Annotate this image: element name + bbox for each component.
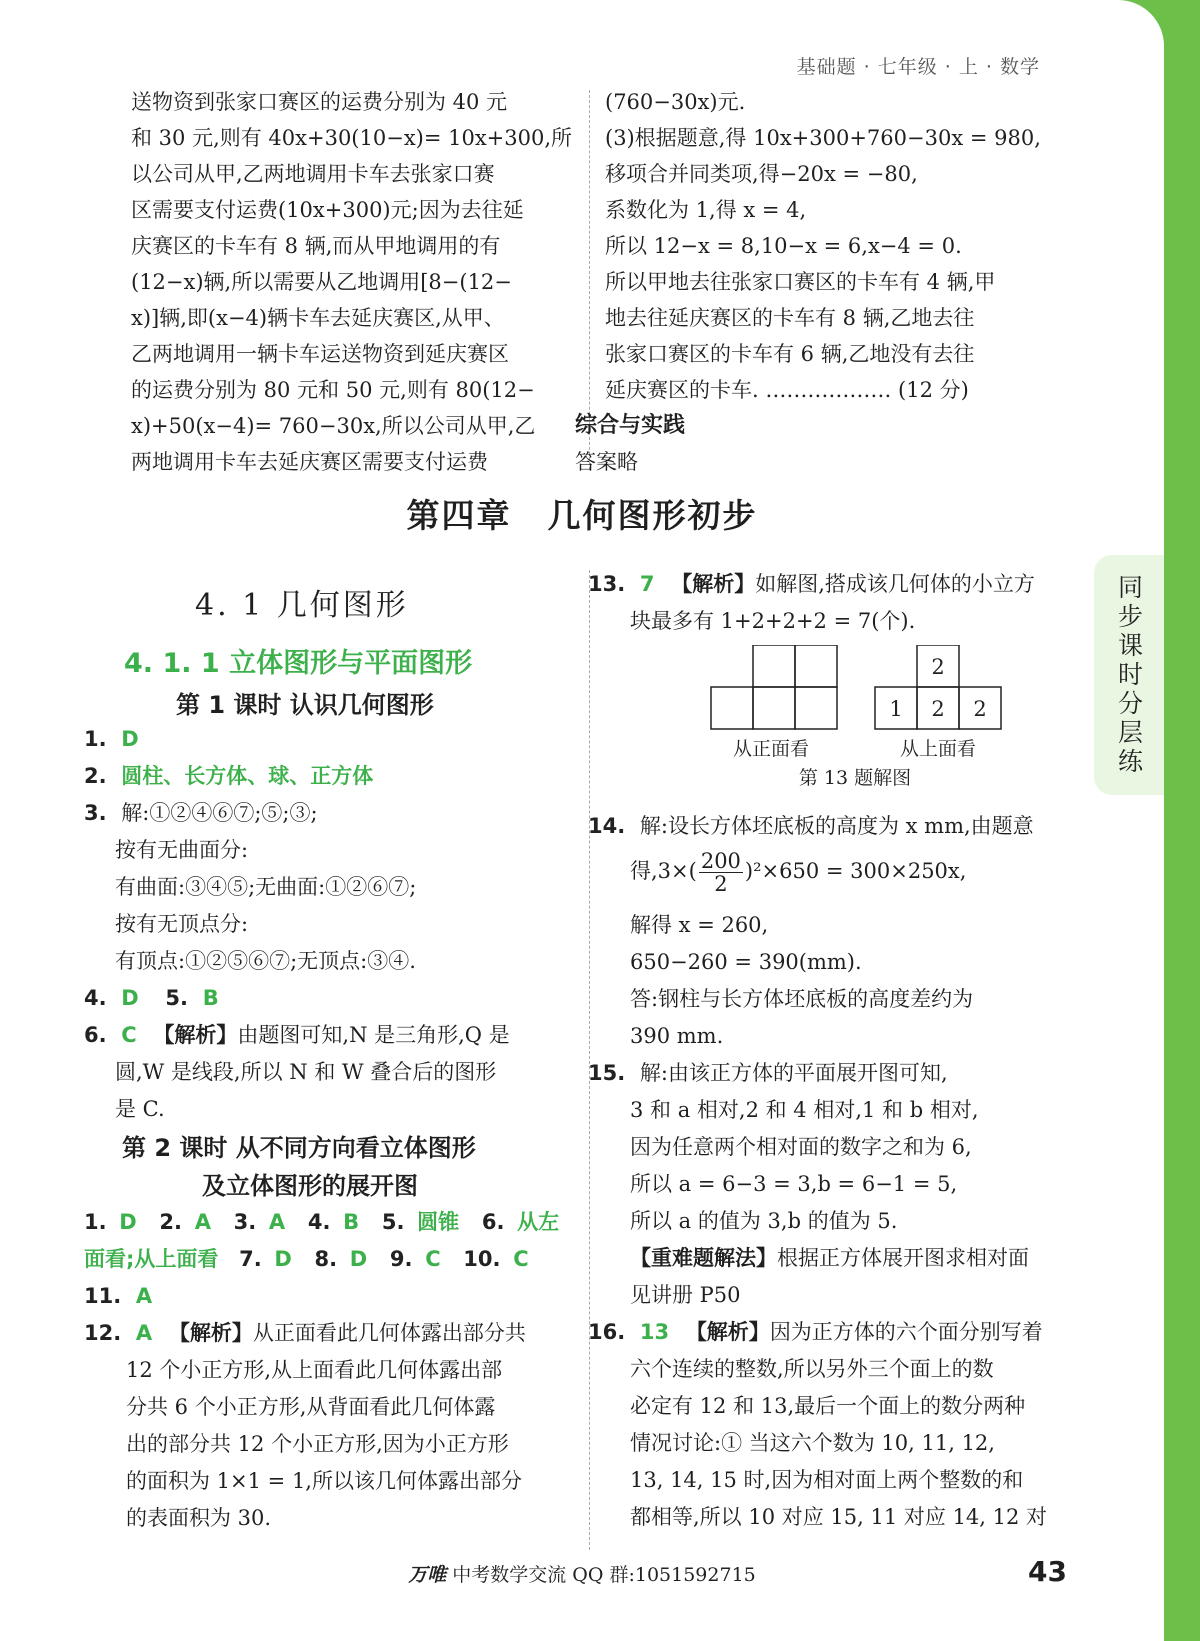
text-line: x)+50(x−4)= 760−30x,所以公司从甲,乙	[131, 414, 536, 438]
text-line: 所以 12−x = 8,10−x = 6,x−4 = 0.	[605, 234, 962, 258]
chapter-name: 几何图形初步	[547, 496, 758, 535]
text-fragment: 得,3×(	[630, 859, 697, 883]
text-line: 张家口赛区的卡车有 6 辆,乙地没有去往	[605, 342, 975, 366]
fraction	[699, 850, 743, 895]
lesson-heading: 及立体图形的展开图	[202, 1172, 418, 1200]
answer-item	[84, 721, 139, 758]
lesson-heading: 第 2 课时 从不同方向看立体图形	[122, 1134, 476, 1162]
answer-row	[84, 1204, 559, 1241]
answer: 面看;从上面看	[84, 1247, 219, 1271]
answer-item	[588, 808, 1034, 845]
text-line: 从正面看此几何体露出部分共	[252, 1321, 526, 1345]
answer: A	[194, 1210, 211, 1234]
text-line: 因为正方体的六个面分别写着	[769, 1320, 1043, 1344]
answer-item	[84, 1017, 510, 1054]
question-number: 2.	[159, 1210, 182, 1234]
answer: D	[274, 1247, 292, 1271]
equation-line	[630, 850, 966, 895]
question-number: 15.	[588, 1061, 626, 1085]
top-view-label: 从上面看	[899, 738, 977, 760]
front-view-cell	[711, 687, 753, 729]
answer-item	[588, 1314, 1043, 1351]
prev-solution-col1	[131, 84, 576, 480]
text-line: 根据正方体展开图求相对面	[777, 1246, 1029, 1270]
question-number: 3.	[233, 1210, 257, 1234]
text-line: 解:①②④⑥⑦;⑤;③;	[121, 801, 318, 825]
text-line: 390 mm.	[630, 1024, 724, 1048]
tip-line	[630, 1240, 1029, 1277]
answer-item	[588, 1055, 948, 1092]
text-line: 答:钢柱与长方体坯底板的高度差约为	[630, 987, 974, 1011]
answer: A	[135, 1284, 153, 1308]
text-line: 3 和 a 相对,2 和 4 相对,1 和 b 相对,	[630, 1098, 979, 1122]
top-view-count: 2	[973, 697, 987, 721]
answer: 7	[639, 572, 655, 596]
text-fragment: )²×650 = 300×250x,	[744, 859, 967, 883]
text-line: 六个连续的整数,所以另外三个面上的数	[630, 1357, 994, 1381]
text-line: 所以 a 的值为 3,b 的值为 5.	[630, 1209, 898, 1233]
front-view-cell	[795, 687, 837, 729]
text-line: 按有无顶点分:	[115, 912, 249, 936]
text-line: 按有无曲面分:	[115, 838, 249, 862]
text-line: 所以 a = 6−3 = 3,b = 6−1 = 5,	[630, 1172, 958, 1196]
question-number: 6.	[84, 1023, 107, 1047]
text-line: 解:设长方体坯底板的高度为 x mm,由题意	[639, 814, 1034, 838]
answer-item	[84, 758, 373, 795]
text-line: 解得 x = 260,	[630, 913, 769, 937]
text-line: (12−x)辆,所以需要从乙地调用[8−(12−	[131, 270, 512, 294]
reference-text: 见讲册 P50	[630, 1283, 741, 1307]
answer: A	[135, 1321, 153, 1345]
question-number: 8.	[314, 1247, 338, 1271]
answer-item	[84, 1278, 152, 1315]
question-number: 11.	[84, 1284, 122, 1308]
text-line: 13, 14, 15 时,因为相对面上两个整数的和	[630, 1468, 1024, 1492]
answer: A	[268, 1210, 286, 1234]
text-line: 所以甲地去往张家口赛区的卡车有 4 辆,甲	[605, 270, 996, 294]
analysis-tag: 【解析】	[153, 1023, 238, 1047]
question-number: 9.	[389, 1247, 413, 1271]
answer: B	[202, 986, 219, 1010]
answer: 圆柱、长方体、球、正方体	[121, 764, 374, 788]
text-line: 和 30 元,则有 40x+30(10−x)= 10x+300,所	[131, 126, 573, 150]
running-header: 基础题 · 七年级 · 上 · 数学	[796, 56, 1040, 78]
front-view-label: 从正面看	[732, 738, 810, 760]
answer: D	[121, 727, 139, 751]
text-line: 系数化为 1,得 x = 4,	[605, 198, 807, 222]
front-view	[711, 645, 837, 729]
numerator: 200	[700, 849, 741, 873]
prev-solution-col2	[575, 84, 1075, 480]
text-line: 的运费分别为 80 元和 50 元,则有 80(12−	[131, 378, 535, 402]
answer: 13	[639, 1320, 670, 1344]
question-number: 14.	[588, 814, 626, 838]
text-line: 650−260 = 390(mm).	[630, 950, 862, 974]
text-line: 必定有 12 和 13,最后一个面上的数分两种	[630, 1394, 1026, 1418]
text-line: 有顶点:①②⑤⑥⑦;无顶点:③④.	[115, 949, 416, 973]
brand-logo: 万唯	[408, 1564, 447, 1586]
chapter-number: 第四章	[406, 496, 512, 535]
footer	[0, 1560, 1164, 1587]
text-line: 解:由该正方体的平面展开图可知,	[639, 1061, 948, 1085]
answer: 从左	[517, 1210, 560, 1234]
lesson-heading: 第 1 课时 认识几何图形	[176, 691, 434, 719]
section-heading: 4. 1 几何图形	[195, 588, 409, 623]
text-line: 庆赛区的卡车有 8 辆,而从甲地调用的有	[131, 234, 501, 258]
front-view-cell	[795, 645, 837, 687]
text-line: (3)根据题意,得 10x+300+760−30x = 980,	[605, 126, 1041, 150]
text-line: 都相等,所以 10 对应 15, 11 对应 14, 12 对	[630, 1505, 1048, 1529]
text-line: 区需要支付运费(10x+300)元;因为去往延	[131, 198, 524, 222]
chapter-title	[0, 490, 1164, 537]
answer-item	[84, 795, 318, 832]
text-line: (760−30x)元.	[605, 90, 746, 114]
text-line: 送物资到张家口赛区的运费分别为 40 元	[131, 90, 508, 114]
question-number: 4.	[307, 1210, 331, 1234]
answer-item	[84, 980, 219, 1017]
question-number: 13.	[588, 572, 626, 596]
question-number: 12.	[84, 1321, 122, 1345]
text-line: 地去往延庆赛区的卡车有 8 辆,乙地去往	[605, 306, 975, 330]
text-line: 圆,W 是线段,所以 N 和 W 叠合后的图形	[115, 1060, 497, 1084]
answer: C	[513, 1247, 529, 1271]
answer-item	[588, 566, 1035, 603]
figure-caption: 第 13 题解图	[798, 767, 912, 789]
text-line: 移项合并同类项,得−20x = −80,	[605, 162, 918, 186]
side-tab[interactable]: 同步课时分层练	[1094, 555, 1164, 795]
text-line: 出的部分共 12 个小正方形,因为小正方形	[126, 1432, 509, 1456]
answer-row	[84, 1241, 529, 1278]
answer: D	[119, 1210, 137, 1234]
text-line: 的表面积为 30.	[126, 1506, 272, 1530]
answer: D	[121, 986, 139, 1010]
text-line: 是 C.	[115, 1097, 165, 1121]
analysis-tag: 【解析】	[168, 1321, 253, 1345]
analysis-tag: 【解析】	[685, 1320, 770, 1344]
analysis-tag: 【解析】	[671, 572, 756, 596]
text-line: 情况讨论:① 当这六个数为 10, 11, 12,	[630, 1431, 995, 1455]
question-number: 1.	[84, 1210, 107, 1234]
question-number: 3.	[84, 801, 107, 825]
page-number: 43	[1028, 1555, 1067, 1588]
question-number: 10.	[463, 1247, 501, 1271]
text-line: 12 个小正方形,从上面看此几何体露出部	[126, 1358, 503, 1382]
text-line: 乙两地调用一辆卡车运送物资到延庆赛区	[131, 342, 509, 366]
question-number: 6.	[481, 1210, 505, 1234]
text-line: 两地调用卡车去延庆赛区需要支付运费	[131, 450, 488, 474]
front-view-cell	[753, 645, 795, 687]
text-line: 有曲面:③④⑤;无曲面:①②⑥⑦;	[115, 875, 417, 899]
top-view-count: 2	[931, 697, 945, 721]
answer: 圆锥	[417, 1210, 460, 1234]
tip-tag: 【重难题解法】	[630, 1246, 777, 1270]
question-number: 1.	[84, 727, 107, 751]
front-view-cell	[753, 687, 795, 729]
question-number: 16.	[588, 1320, 626, 1344]
subsection-heading: 4. 1. 1 立体图形与平面图形	[124, 648, 473, 679]
text-line: 因为任意两个相对面的数字之和为 6,	[630, 1135, 972, 1159]
text-line: 块最多有 1+2+2+2 = 7(个).	[630, 609, 916, 633]
question-number: 2.	[84, 764, 107, 788]
section-text: 答案略	[575, 450, 638, 474]
top-view-count: 2	[931, 655, 945, 679]
top-view-count: 1	[889, 697, 903, 721]
text-line: 以公司从甲,乙两地调用卡车去张家口赛	[131, 162, 495, 186]
answer-item	[84, 1315, 526, 1352]
denominator: 2	[714, 872, 728, 896]
section-title: 综合与实践	[575, 413, 686, 438]
answer: C	[121, 1023, 137, 1047]
answer: C	[425, 1247, 441, 1271]
text-line: 分共 6 个小正方形,从背面看此几何体露	[126, 1395, 496, 1419]
question-number: 5.	[381, 1210, 405, 1234]
text-line: 由题图可知,N 是三角形,Q 是	[237, 1023, 510, 1047]
question-number: 5.	[165, 986, 188, 1010]
text-line: x)]辆,即(x−4)辆卡车去延庆赛区,从甲、	[131, 306, 505, 330]
text-line: 延庆赛区的卡车. ……………… (12 分)	[605, 378, 969, 402]
text-line: 的面积为 1×1 = 1,所以该几何体露出部分	[126, 1469, 522, 1493]
question-number: 7.	[239, 1247, 262, 1271]
text-line: 如解图,搭成该几何体的小立方	[755, 572, 1035, 596]
q13-solution-figure	[705, 645, 1035, 790]
answer: D	[349, 1247, 368, 1271]
answer: B	[343, 1210, 360, 1234]
question-number: 4.	[84, 986, 107, 1010]
footer-text: 中考数学交流 QQ 群:1051592715	[452, 1564, 756, 1586]
